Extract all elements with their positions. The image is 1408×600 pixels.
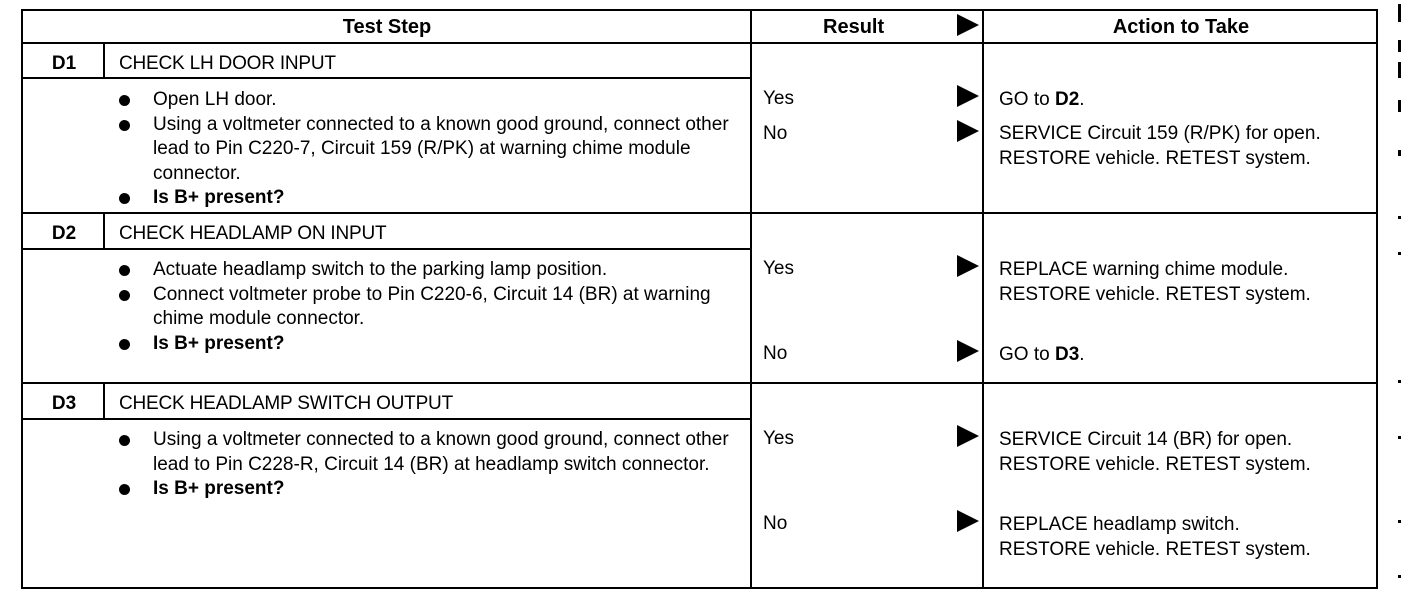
step-bullets-d2 xyxy=(113,258,733,356)
step-id-d2: D2 xyxy=(51,223,77,244)
action-yes-d2: REPLACE warning chime module. RESTORE vehicle. RETEST system. xyxy=(999,259,1311,305)
action-yes-d3: SERVICE Circuit 14 (BR) for open. RESTORE vehicle. RETEST system. xyxy=(999,429,1311,475)
step-id-d1: D1 xyxy=(51,53,77,74)
scan-edge-mark xyxy=(1398,575,1401,578)
bullet-dot-icon xyxy=(119,265,130,276)
bullet-item: Actuate headlamp switch to the parking lamp position. xyxy=(113,258,673,283)
d2-end-rule xyxy=(23,382,1378,384)
scan-edge-mark xyxy=(1398,150,1401,156)
result-arrow-icon xyxy=(957,120,979,142)
bullet-dot-icon xyxy=(119,95,130,106)
scan-edge-mark xyxy=(1398,520,1401,523)
d1-end-rule xyxy=(23,212,1378,214)
col-divider-action xyxy=(982,11,984,589)
scan-edge-mark xyxy=(1398,252,1401,255)
step-bullets-d1 xyxy=(113,88,733,211)
diagnostic-table xyxy=(21,9,1378,589)
header-result: Result xyxy=(823,16,885,38)
bullet-dot-icon xyxy=(119,290,130,301)
result-no-d3: No xyxy=(763,513,788,534)
header-action: Action to Take xyxy=(1112,16,1250,38)
bullet-dot-icon xyxy=(119,120,130,131)
scan-edge-mark xyxy=(1398,62,1401,78)
scan-edge-mark xyxy=(1398,436,1401,439)
bullet-item-question: Is B+ present? xyxy=(113,186,733,211)
bullet-dot-icon xyxy=(119,193,130,204)
scan-edge-mark xyxy=(1398,380,1401,383)
result-yes-d1: Yes xyxy=(763,88,794,109)
col-divider-result xyxy=(750,11,752,589)
bullet-dot-icon xyxy=(119,484,130,495)
bullet-item: Open LH door. xyxy=(113,88,733,113)
bullet-item-question: Is B+ present? xyxy=(113,477,733,502)
bullet-item-question: Is B+ present? xyxy=(113,332,733,357)
result-no-d1: No xyxy=(763,123,788,144)
header-arrow-icon xyxy=(957,14,979,36)
d1-title-rule xyxy=(23,77,751,79)
scan-edge-mark xyxy=(1398,4,1401,22)
bullet-item: Connect voltmeter probe to Pin C220-6, Circuit 14 (BR) at warning chime module connector. xyxy=(113,283,743,332)
step-id-d3: D3 xyxy=(51,393,77,414)
scan-edge-mark xyxy=(1398,216,1401,219)
result-arrow-icon xyxy=(957,510,979,532)
step-title-d2: CHECK HEADLAMP ON INPUT xyxy=(119,223,387,244)
result-arrow-icon xyxy=(957,425,979,447)
result-arrow-icon xyxy=(957,255,979,277)
result-no-d2: No xyxy=(763,343,788,364)
result-yes-d3: Yes xyxy=(763,428,794,449)
d2-title-rule xyxy=(23,248,751,250)
bullet-item: Using a voltmeter connected to a known good ground, connect other lead to Pin C220-7, Circuit 159 (R/PK) at warning chime module connector. xyxy=(113,113,733,187)
result-yes-d2: Yes xyxy=(763,258,794,279)
step-title-d1: CHECK LH DOOR INPUT xyxy=(119,53,336,74)
action-no-d2: GO to D3. xyxy=(999,344,1085,365)
step-title-d3: CHECK HEADLAMP SWITCH OUTPUT xyxy=(119,393,453,414)
scan-edge-mark xyxy=(1398,100,1401,112)
result-arrow-icon xyxy=(957,340,979,362)
action-no-d1: SERVICE Circuit 159 (R/PK) for open. RESTORE vehicle. RETEST system. xyxy=(999,123,1321,169)
header-rule xyxy=(23,42,1378,44)
bullet-dot-icon xyxy=(119,435,130,446)
step-bullets-d3 xyxy=(113,428,733,502)
action-no-d3: REPLACE headlamp switch. RESTORE vehicle. RETEST system. xyxy=(999,514,1311,560)
action-yes-d1: GO to D2. xyxy=(999,89,1085,110)
scan-edge-mark xyxy=(1398,40,1401,52)
d3-title-rule xyxy=(23,418,751,420)
header-test-step: Test Step xyxy=(342,16,432,38)
bullet-item: Using a voltmeter connected to a known good ground, connect other lead to Pin C228-R, Circuit 14 (BR) at headlamp switch connector. xyxy=(113,428,733,477)
bullet-dot-icon xyxy=(119,339,130,350)
result-arrow-icon xyxy=(957,85,979,107)
